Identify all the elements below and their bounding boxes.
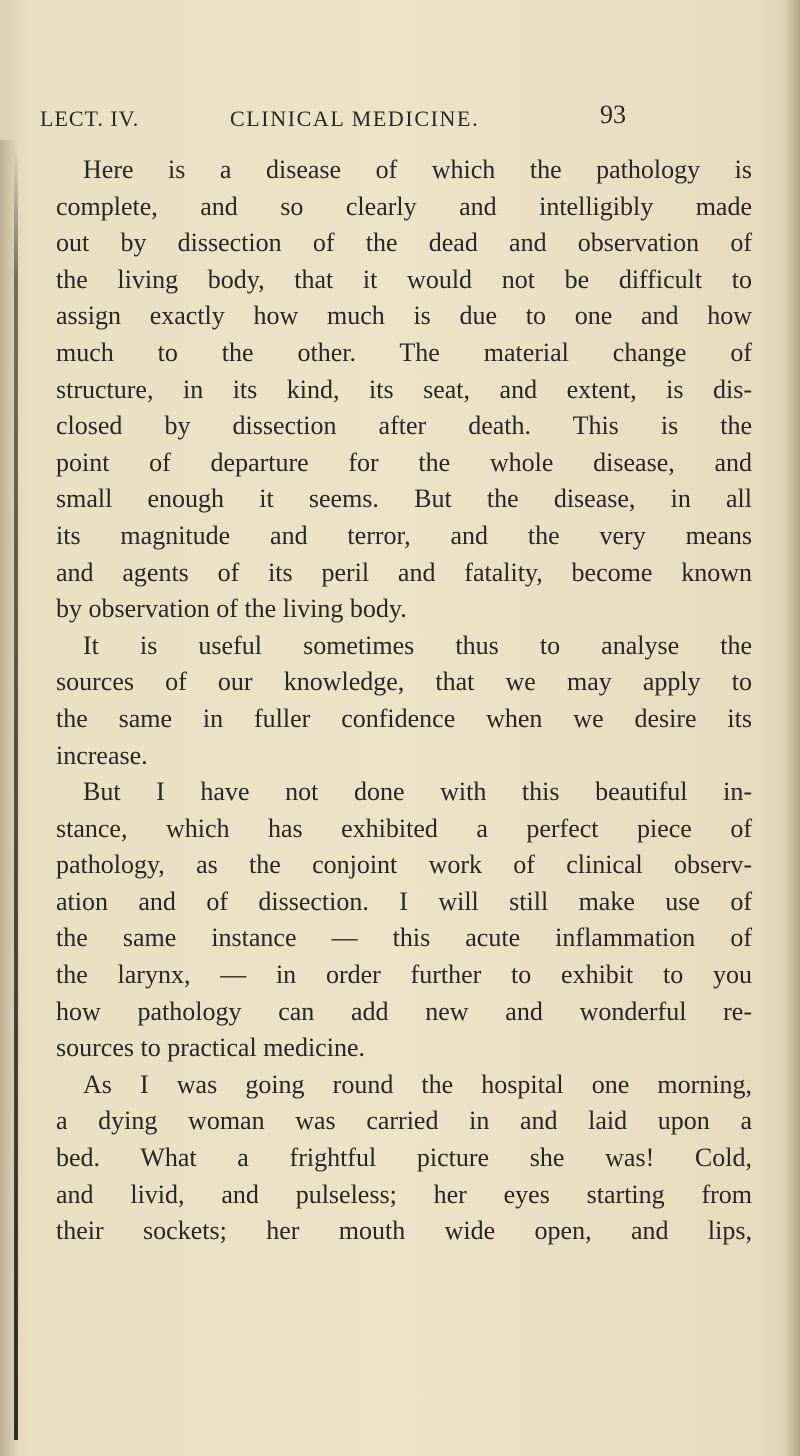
text-line: increase. — [56, 740, 148, 770]
text-line: ation and of dissection. I will still make use of — [56, 886, 752, 916]
text-line: As I was going round the hospital one morning, — [83, 1069, 752, 1099]
text-line: a dying woman was carried in and laid upon a — [56, 1106, 752, 1136]
text-line: assign exactly how much is due to one and how — [56, 301, 752, 331]
text-line: But I have not done with this beautiful in- — [83, 777, 752, 807]
text-line: out by dissection of the dead and observation of — [56, 228, 752, 258]
text-line: point of departure for the whole disease, and — [56, 447, 752, 477]
running-header — [40, 100, 760, 136]
text-line: Here is a disease of which the pathology is — [83, 155, 752, 184]
text-line: structure, in its kind, its seat, and extent, is dis- — [56, 374, 752, 404]
text-line: much to the other. The material change of — [56, 337, 752, 367]
text-line: the same instance — this acute inflammation of — [56, 923, 752, 953]
text-line: and agents of its peril and fatality, become known — [56, 557, 752, 587]
page-edge-rule — [14, 150, 18, 1440]
text-line: how pathology can add new and wonderful re- — [56, 996, 752, 1026]
text-line: complete, and so clearly and intelligibly made — [56, 191, 752, 221]
text-line: It is useful sometimes thus to analyse the — [83, 630, 752, 660]
text-line: small enough it seems. But the disease, in all — [56, 484, 752, 514]
body-text — [56, 152, 752, 1250]
paragraph — [56, 774, 752, 1067]
text-line: the living body, that it would not be difficult to — [56, 264, 752, 294]
paragraph — [56, 152, 752, 628]
text-line: sources to practical medicine. — [56, 1033, 365, 1063]
text-line: by observation of the living body. — [56, 594, 407, 624]
text-line: sources of our knowledge, that we may apply to — [56, 667, 752, 697]
paragraph — [56, 628, 752, 774]
paragraph — [56, 1067, 752, 1250]
text-line: bed. What a frightful picture she was! Cold, — [56, 1143, 752, 1173]
text-line: their sockets; her mouth wide open, and lips, — [56, 1216, 752, 1246]
text-line: stance, which has exhibited a perfect piece of — [56, 813, 752, 843]
page-number: 93 — [600, 100, 626, 129]
running-title: CLINICAL MEDICINE. — [230, 106, 480, 131]
text-line: the larynx, — in order further to exhibit to you — [56, 960, 752, 990]
page-edge-shadow — [786, 0, 800, 1456]
text-line: closed by dissection after death. This is the — [56, 411, 752, 441]
lecture-number: LECT. IV. — [40, 106, 140, 131]
text-line: the same in fuller confidence when we desire its — [56, 703, 752, 733]
text-line: and livid, and pulseless; her eyes starting from — [56, 1179, 752, 1209]
text-line: pathology, as the conjoint work of clinical observ- — [56, 850, 752, 880]
text-line: its magnitude and terror, and the very means — [56, 520, 752, 550]
